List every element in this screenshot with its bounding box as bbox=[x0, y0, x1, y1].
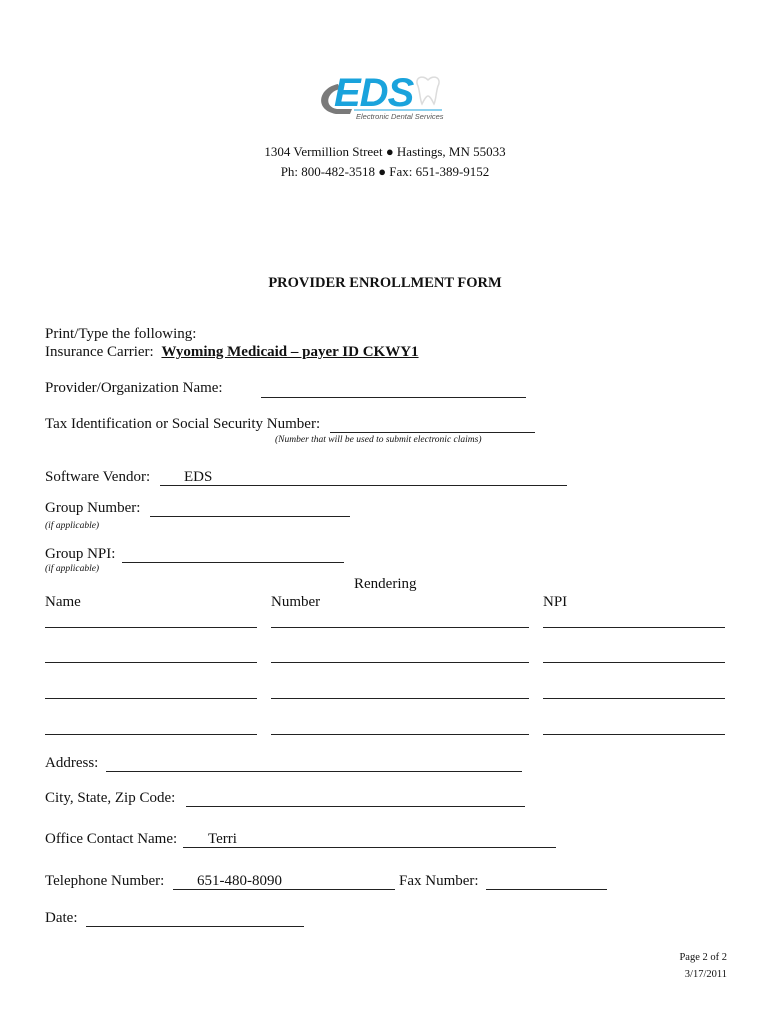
instruction-text: Print/Type the following: bbox=[45, 326, 197, 342]
office-contact-field[interactable] bbox=[183, 847, 556, 848]
eds-logo bbox=[310, 66, 460, 128]
rendering-npi-field[interactable] bbox=[543, 627, 725, 628]
city-label: City, State, Zip Code: bbox=[45, 790, 176, 806]
provider-name-field[interactable] bbox=[261, 397, 526, 398]
footer-page: Page 2 of 2 bbox=[679, 952, 727, 963]
group-npi-label: Group NPI: bbox=[45, 546, 116, 562]
group-number-label: Group Number: bbox=[45, 500, 141, 516]
group-npi-note: (if applicable) bbox=[45, 564, 100, 574]
rendering-number-field[interactable] bbox=[271, 662, 529, 663]
rendering-npi-field[interactable] bbox=[543, 698, 725, 699]
rendering-name-field[interactable] bbox=[45, 734, 257, 735]
tax-id-note: (Number that will be used to submit electronic claims) bbox=[275, 435, 482, 445]
address-label: Address: bbox=[45, 755, 99, 771]
group-number-note: (if applicable) bbox=[45, 521, 100, 531]
address-field[interactable] bbox=[106, 771, 522, 772]
rendering-number-field[interactable] bbox=[271, 734, 529, 735]
rendering-header: Rendering bbox=[354, 576, 417, 592]
carrier-value: Wyoming Medicaid – payer ID CKWY1 bbox=[161, 344, 419, 360]
rendering-number-field[interactable] bbox=[271, 627, 529, 628]
date-label: Date: bbox=[45, 910, 78, 926]
telephone-label: Telephone Number: bbox=[45, 873, 165, 889]
telephone-value: 651-480-8090 bbox=[197, 873, 282, 889]
group-npi-field[interactable] bbox=[122, 562, 344, 563]
rendering-npi-field[interactable] bbox=[543, 734, 725, 735]
date-field[interactable] bbox=[86, 926, 304, 927]
tax-id-label: Tax Identification or Social Security Number: bbox=[45, 416, 321, 432]
rendering-name-field[interactable] bbox=[45, 698, 257, 699]
rendering-number-field[interactable] bbox=[271, 698, 529, 699]
header-address: 1304 Vermillion Street ● Hastings, MN 55033 bbox=[264, 144, 506, 159]
rendering-name-field[interactable] bbox=[45, 627, 257, 628]
column-number: Number bbox=[271, 594, 321, 610]
software-vendor-field[interactable] bbox=[160, 485, 567, 486]
rendering-name-field[interactable] bbox=[45, 662, 257, 663]
fax-label: Fax Number: bbox=[399, 873, 479, 889]
rendering-npi-field[interactable] bbox=[543, 662, 725, 663]
column-name: Name bbox=[45, 594, 81, 610]
carrier-label: Insurance Carrier: bbox=[45, 344, 154, 360]
tax-id-field[interactable] bbox=[330, 432, 535, 433]
tooth-icon bbox=[417, 77, 439, 104]
logo-tagline: Electronic Dental Services bbox=[356, 112, 444, 121]
footer-date: 3/17/2011 bbox=[684, 969, 727, 980]
software-vendor-value: EDS bbox=[184, 469, 213, 485]
column-npi: NPI bbox=[543, 594, 568, 610]
carrier-row bbox=[45, 344, 419, 361]
provider-name-label: Provider/Organization Name: bbox=[45, 380, 223, 396]
header-phone: Ph: 800-482-3518 ● Fax: 651-389-9152 bbox=[280, 164, 490, 179]
form-title: PROVIDER ENROLLMENT FORM bbox=[268, 275, 502, 291]
group-number-field[interactable] bbox=[150, 516, 350, 517]
city-field[interactable] bbox=[186, 806, 525, 807]
logo-brand: EDS bbox=[334, 71, 414, 115]
software-vendor-label: Software Vendor: bbox=[45, 469, 151, 485]
office-contact-label: Office Contact Name: bbox=[45, 831, 178, 847]
office-contact-value: Terri bbox=[208, 831, 237, 847]
fax-field[interactable] bbox=[486, 889, 607, 890]
